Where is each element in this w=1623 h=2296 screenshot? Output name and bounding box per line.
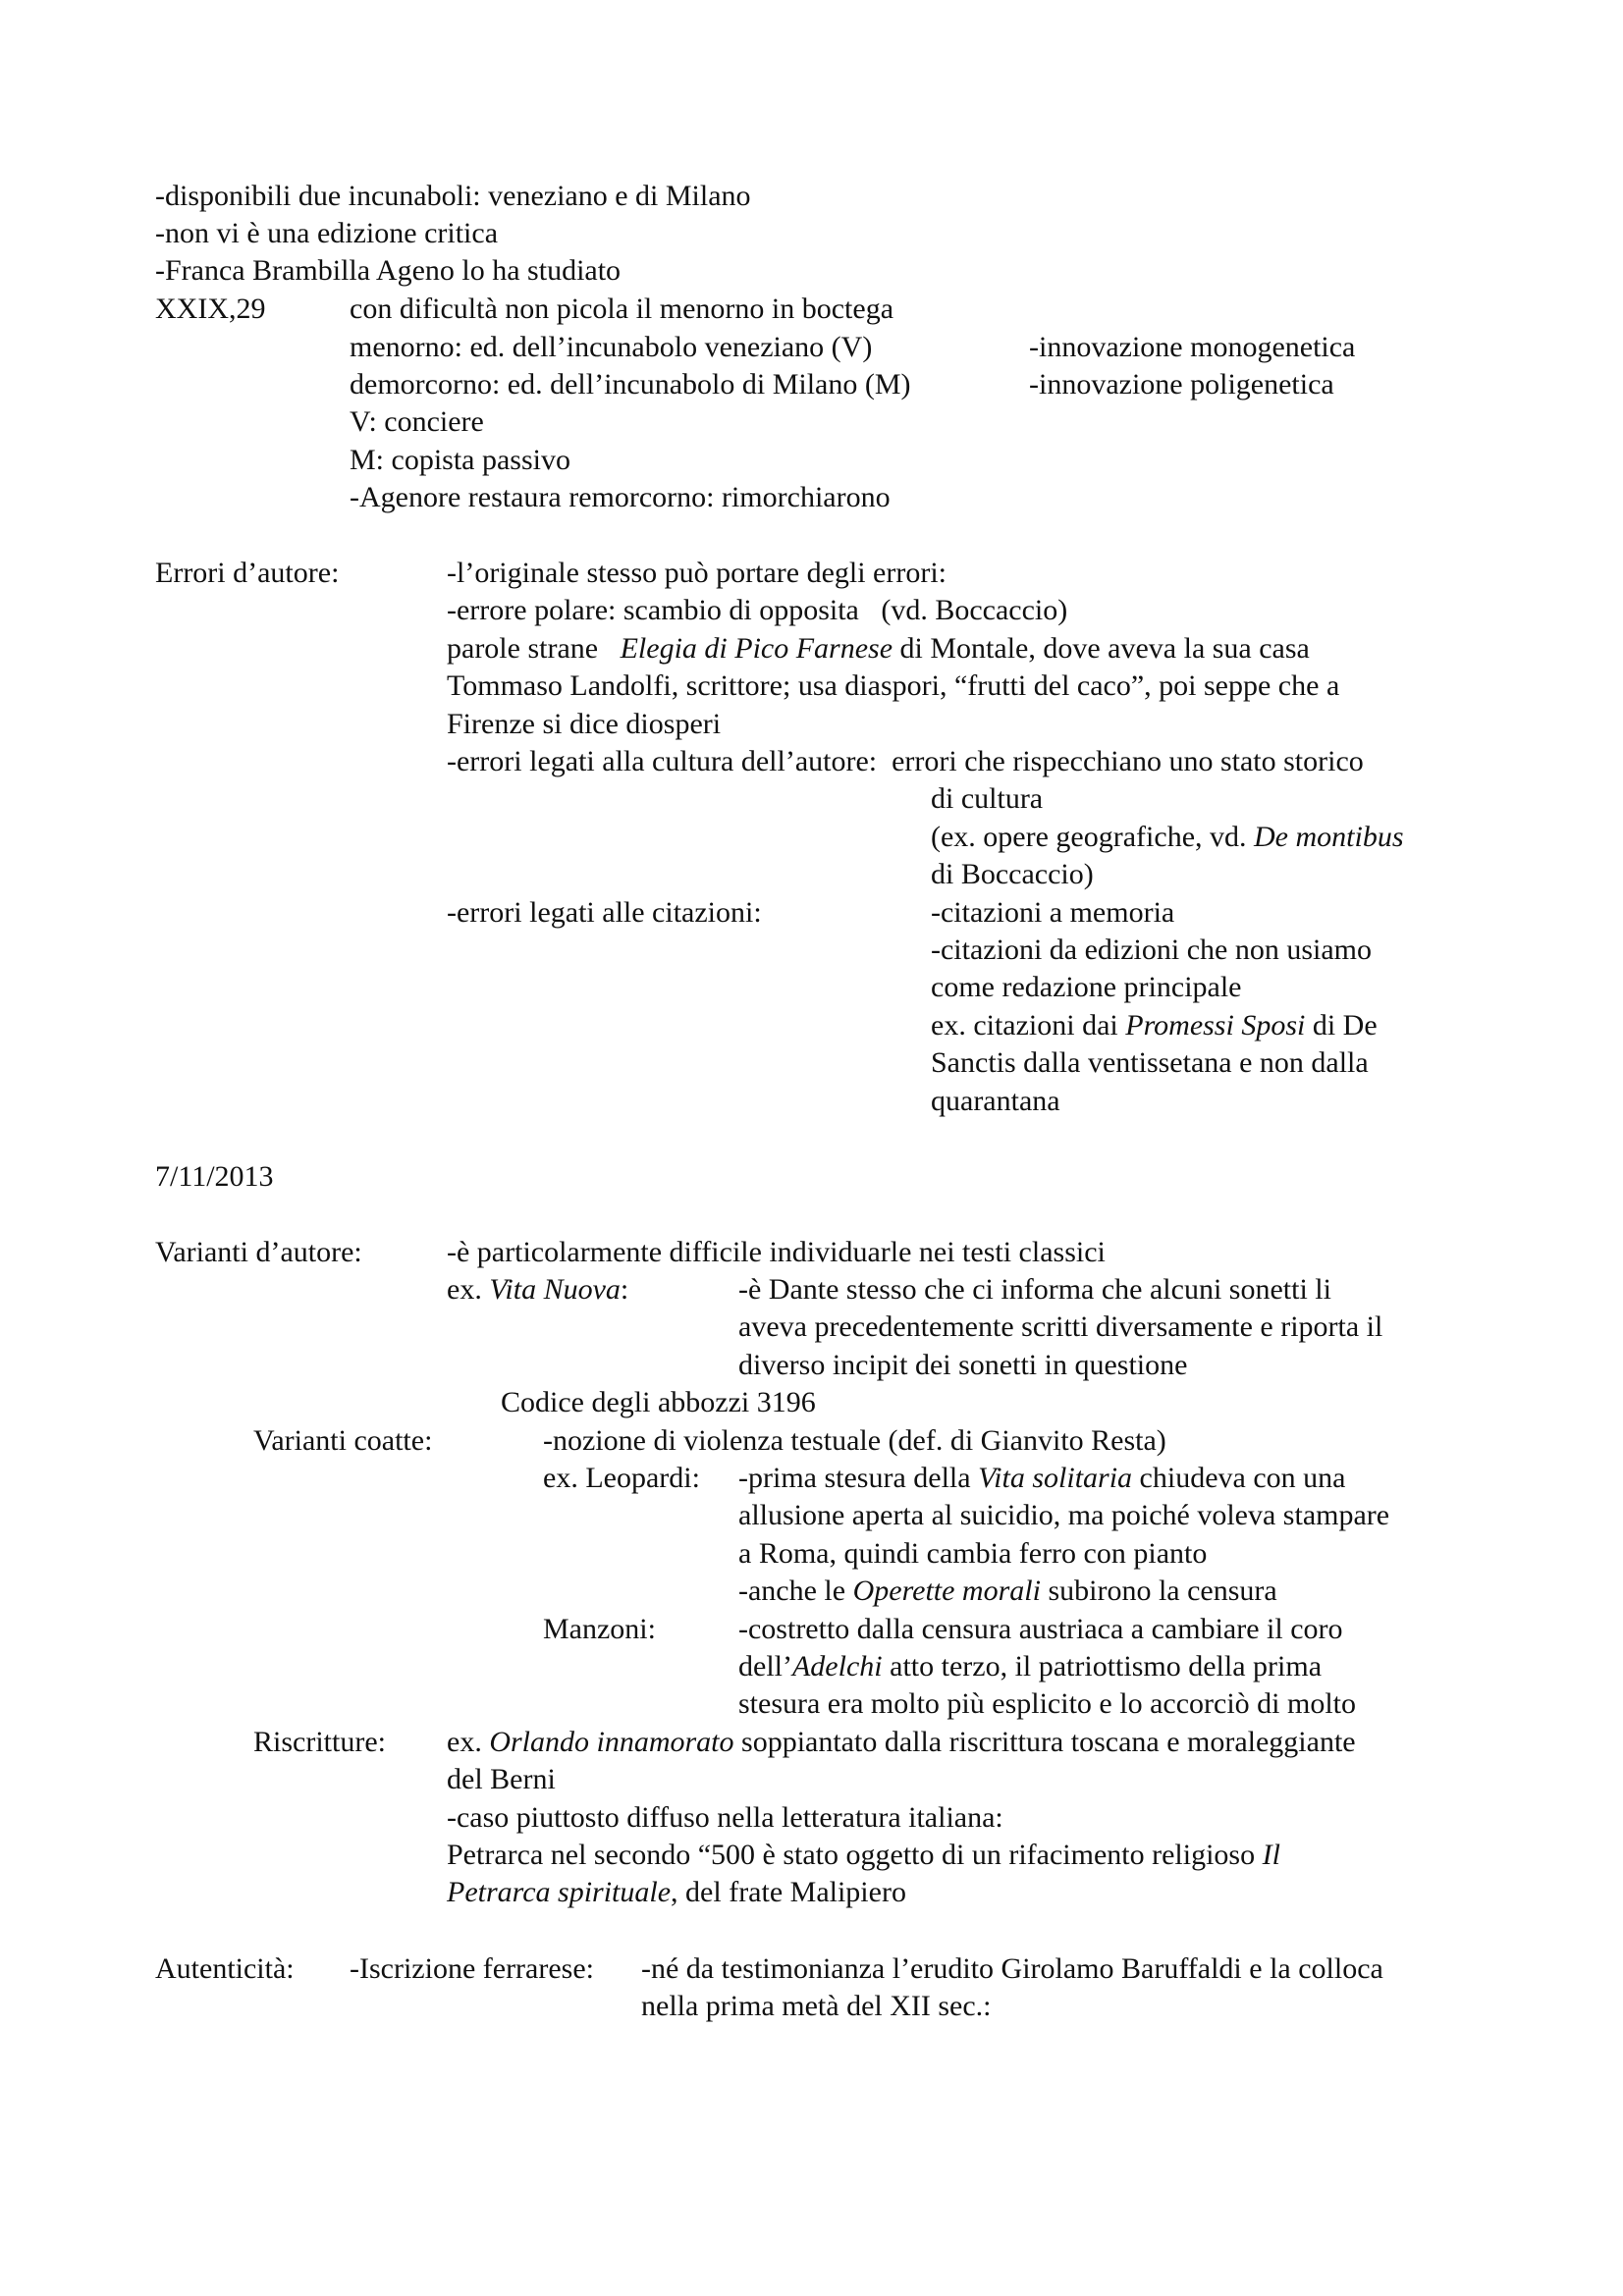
italic-text: Elegia di Pico Farnese <box>620 632 893 665</box>
italic-text: Petrarca spirituale <box>447 1876 672 1908</box>
text-line <box>738 1272 1331 1308</box>
text-run: Varianti d’autore: <box>155 1236 362 1268</box>
text-run: -caso piuttosto diffuso nella letteratura italiana: <box>447 1801 1003 1834</box>
text-run: -innovazione monogenetica <box>1029 331 1356 363</box>
text-line <box>931 1084 1060 1119</box>
italic-text: Promessi Sposi <box>1125 1009 1306 1041</box>
text-run: -è Dante stesso che ci informa che alcuni sonetti li <box>738 1273 1331 1306</box>
text-line <box>931 857 1094 892</box>
text-run: -errori legati alla cultura dell’autore: errori che rispecchiano uno stato storico <box>447 745 1364 777</box>
text-run: Riscritture: <box>253 1726 386 1758</box>
text-line <box>447 1800 1003 1836</box>
text-run: , del frate Malipiero <box>671 1876 906 1908</box>
text-run: del Berni <box>447 1763 556 1795</box>
italic-text: Il <box>1262 1839 1280 1871</box>
text-run: -è particolarmente difficile individuarle nei testi classici <box>447 1236 1106 1268</box>
text-line <box>738 1309 1382 1345</box>
text-run: Varianti coatte: <box>253 1424 433 1457</box>
text-run: ex. citazioni dai <box>931 1009 1126 1041</box>
italic-text: De montibus <box>1254 821 1404 853</box>
text-line <box>447 1762 556 1797</box>
text-line <box>931 820 1404 855</box>
text-line <box>1029 367 1334 402</box>
text-line <box>155 1235 362 1270</box>
text-run: -disponibili due incunaboli: veneziano e di Milano <box>155 180 751 212</box>
text-line <box>253 1725 386 1760</box>
text-run: chiudeva con una <box>1132 1462 1346 1494</box>
text-line <box>447 744 1364 779</box>
text-line <box>350 480 891 515</box>
text-run: Tommaso Landolfi, scrittore; usa diaspori, “frutti del caco”, poi seppe che a <box>447 669 1340 702</box>
text-line <box>931 970 1242 1005</box>
text-line <box>447 631 1310 667</box>
text-run: ex. <box>447 1273 490 1306</box>
text-line <box>447 1838 1280 1873</box>
text-line <box>155 1159 274 1195</box>
text-run: -Agenore restaura remorcorno: rimorchiarono <box>350 481 891 513</box>
italic-text: Operette morali <box>852 1575 1041 1607</box>
text-run: -prima stesura della <box>738 1462 979 1494</box>
text-run: -innovazione poligenetica <box>1029 368 1334 400</box>
text-line <box>738 1461 1345 1496</box>
text-run: dell’ <box>738 1650 792 1682</box>
text-run: -citazioni a memoria <box>931 896 1175 929</box>
text-run: aveva precedentemente scritti diversamente e riporta il <box>738 1310 1383 1343</box>
text-run: -citazioni da edizioni che non usiamo <box>931 934 1373 966</box>
text-run: soppiantato dalla riscrittura toscana e moraleggiante <box>733 1726 1356 1758</box>
text-line <box>447 707 721 742</box>
text-line <box>931 781 1043 817</box>
text-line <box>447 556 947 591</box>
text-run: parole strane <box>447 632 621 665</box>
text-line <box>931 895 1174 931</box>
text-run: : <box>620 1273 629 1306</box>
text-run: -né da testimonianza l’erudito Girolamo Baruffaldi e la colloca <box>641 1952 1383 1985</box>
text-run: -Iscrizione ferrarese: <box>350 1952 594 1985</box>
text-line <box>350 367 911 402</box>
text-line <box>253 1423 432 1459</box>
text-run: Errori d’autore: <box>155 557 340 589</box>
text-line <box>447 1725 1356 1760</box>
text-line <box>350 404 484 440</box>
text-run: a Roma, quindi cambia ferro con pianto <box>738 1537 1208 1570</box>
text-line <box>543 1612 656 1647</box>
text-line <box>501 1385 816 1420</box>
text-line <box>155 179 751 214</box>
text-line <box>931 933 1372 968</box>
text-run: nella prima metà del XII sec.: <box>641 1990 992 2022</box>
text-run: Manzoni: <box>543 1613 656 1645</box>
text-line <box>738 1686 1356 1722</box>
text-run: quarantana <box>931 1085 1060 1117</box>
text-line <box>155 1951 295 1987</box>
text-line <box>543 1423 1166 1459</box>
text-line <box>350 1951 594 1987</box>
text-line <box>447 668 1339 704</box>
text-run: di De <box>1305 1009 1378 1041</box>
text-run: (ex. opere geografiche, vd. <box>931 821 1255 853</box>
text-run: -nozione di violenza testuale (def. di Gianvito Resta) <box>543 1424 1166 1457</box>
text-run: M: copista passivo <box>350 444 570 476</box>
text-line <box>447 895 762 931</box>
text-run: stesura era molto più esplicito e lo accorciò di molto <box>738 1687 1356 1720</box>
text-run: subirono la censura <box>1040 1575 1277 1607</box>
text-run: Firenze si dice diosperi <box>447 708 722 740</box>
text-run: come redazione principale <box>931 971 1242 1003</box>
text-line <box>738 1498 1389 1533</box>
text-run: di Boccaccio) <box>931 858 1094 890</box>
text-line <box>543 1461 700 1496</box>
text-line <box>447 593 1067 628</box>
text-line <box>931 1045 1369 1081</box>
italic-text: Vita Nuova <box>489 1273 621 1306</box>
text-line <box>350 292 893 327</box>
text-run: -Franca Brambilla Ageno lo ha studiato <box>155 254 622 287</box>
text-line <box>447 1875 906 1910</box>
text-line <box>350 330 872 365</box>
text-run: Codice degli abbozzi 3196 <box>501 1386 816 1418</box>
text-line <box>447 1272 628 1308</box>
text-run: allusione aperta al suicidio, ma poiché voleva stampare <box>738 1499 1390 1531</box>
text-run: menorno: ed. dell’incunabolo veneziano (V) <box>350 331 873 363</box>
text-run: Petrarca nel secondo “500 è stato oggetto di un rifacimento religioso <box>447 1839 1263 1871</box>
text-run: -l’originale stesso può portare degli errori: <box>447 557 947 589</box>
text-line <box>738 1649 1322 1684</box>
text-line <box>155 253 621 289</box>
text-run: demorcorno: ed. dell’incunabolo di Milano (M) <box>350 368 911 400</box>
text-run: di cultura <box>931 782 1044 815</box>
italic-text: Vita solitaria <box>978 1462 1133 1494</box>
text-line <box>155 216 498 251</box>
text-run: ex. Leopardi: <box>543 1462 700 1494</box>
text-run: di Montale, dove aveva la sua casa <box>893 632 1310 665</box>
text-line <box>1029 330 1355 365</box>
text-run: XXIX,29 <box>155 293 266 325</box>
text-line <box>447 1235 1106 1270</box>
text-line <box>738 1612 1343 1647</box>
text-line <box>155 292 266 327</box>
text-line <box>738 1536 1207 1572</box>
text-run: V: conciere <box>350 405 484 438</box>
text-run: diverso incipit dei sonetti in questione <box>738 1349 1188 1381</box>
italic-text: Orlando innamorato <box>489 1726 734 1758</box>
text-run: -errore polare: scambio di opposita (vd. Boccaccio) <box>447 594 1068 626</box>
text-run: -costretto dalla censura austriaca a cambiare il coro <box>738 1613 1343 1645</box>
text-run: Sanctis dalla ventissetana e non dalla <box>931 1046 1369 1079</box>
text-line <box>641 1989 992 2024</box>
text-line <box>350 443 570 478</box>
text-run: con dificultà non picola il menorno in boctega <box>350 293 894 325</box>
text-line <box>931 1008 1378 1043</box>
text-line <box>641 1951 1383 1987</box>
text-run: -anche le <box>738 1575 853 1607</box>
text-line <box>738 1348 1187 1383</box>
text-run: -errori legati alle citazioni: <box>447 896 762 929</box>
text-run: ex. <box>447 1726 490 1758</box>
text-run: 7/11/2013 <box>155 1160 274 1193</box>
text-line <box>155 556 339 591</box>
italic-text: Adelchi <box>791 1650 883 1682</box>
text-run: Autenticità: <box>155 1952 295 1985</box>
text-line <box>738 1574 1277 1609</box>
text-run: -non vi è una edizione critica <box>155 217 499 249</box>
text-run: atto terzo, il patriottismo della prima <box>882 1650 1323 1682</box>
